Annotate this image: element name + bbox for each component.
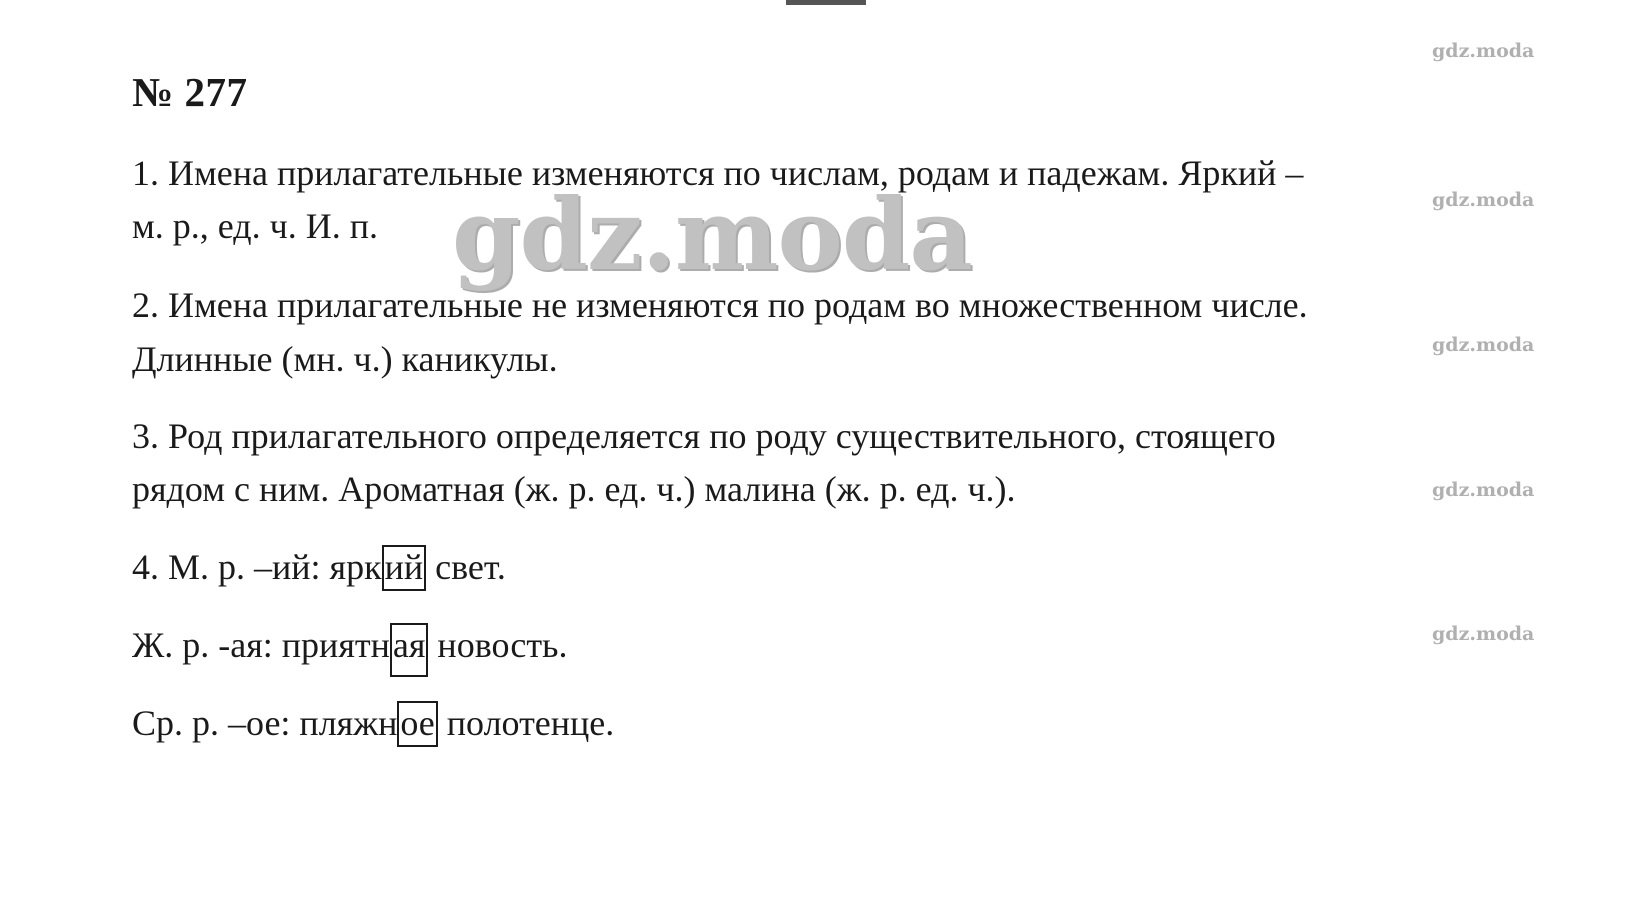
- top-edge-artifact: [786, 0, 866, 5]
- watermark-large: gdz.moda: [452, 178, 972, 293]
- masculine-example: [132, 549, 506, 587]
- watermark-small-3: gdz.moda: [1432, 334, 1535, 356]
- watermark-small-2: gdz.moda: [1432, 189, 1535, 211]
- masculine-ending-box: ий: [382, 545, 427, 591]
- answer-line-1b: м. р., ед. ч. И. п.: [132, 206, 378, 246]
- masculine-suffix: свет.: [426, 547, 506, 587]
- answer-line-3a: 3. Род прилагательного определяется по роду существительного, стоящего: [132, 416, 1276, 456]
- feminine-example: [132, 627, 567, 673]
- task-number: № 277: [132, 69, 248, 115]
- feminine-prefix: Ж. р. -ая: приятн: [132, 625, 390, 665]
- neuter-suffix: полотенце.: [437, 703, 615, 743]
- feminine-suffix: новость.: [428, 625, 568, 665]
- answer-line-3b: рядом с ним. Ароматная (ж. р. ед. ч.) малина (ж. р. ед. ч.).: [132, 469, 1016, 509]
- feminine-ending-box: ая: [390, 623, 429, 677]
- answer-line-1a: 1. Имена прилагательные изменяются по числам, родам и падежам. Яркий –: [132, 153, 1304, 193]
- watermark-small-4: gdz.moda: [1432, 479, 1535, 501]
- neuter-prefix: Ср. р. –ое: пляжн: [132, 703, 398, 743]
- answer-line-2a: 2. Имена прилагательные не изменяются по родам во множественном числе.: [132, 285, 1308, 325]
- neuter-example: [132, 705, 614, 743]
- watermark-small-5: gdz.moda: [1432, 623, 1535, 645]
- masculine-prefix: 4. М. р. –ий: ярк: [132, 547, 382, 587]
- watermark-small-1: gdz.moda: [1432, 40, 1535, 62]
- neuter-ending-box: ое: [397, 701, 437, 747]
- answer-line-2b: Длинные (мн. ч.) каникулы.: [132, 339, 558, 379]
